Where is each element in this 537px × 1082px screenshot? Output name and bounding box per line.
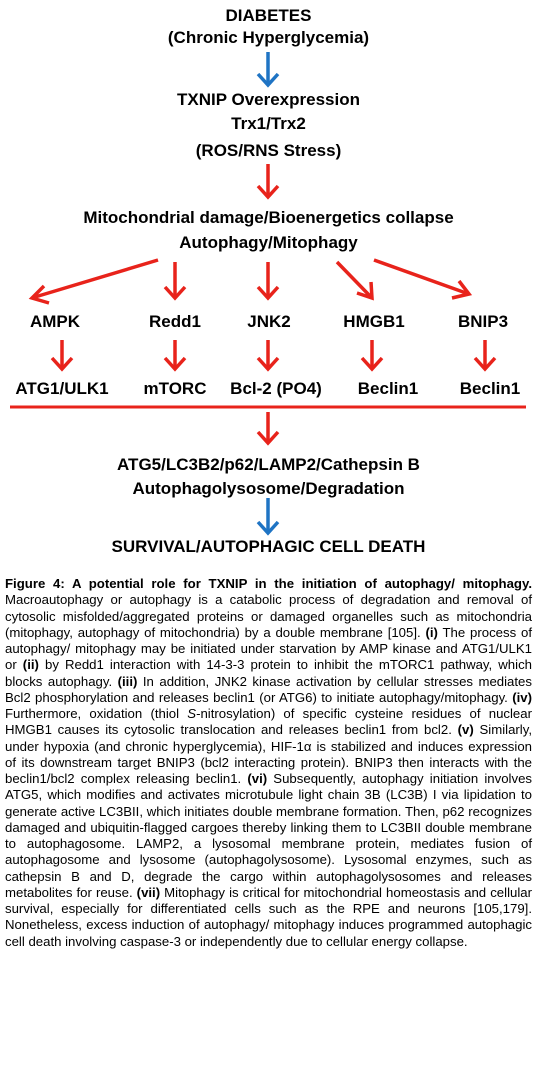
red-arrow-to-hmgb1: [337, 262, 372, 298]
sensor-bnip3: BNIP3: [457, 312, 509, 331]
blue-arrow-diabetes-to-txnip: [258, 52, 278, 85]
caption-title: Figure 4: A potential role for TXNIP in the initiation of autophagy/ mitophagy.: [5, 576, 532, 591]
red-arrow-jnk2-to-bcl2: [258, 340, 278, 369]
atg5-label: ATG5/LC3B2/p62/LAMP2/Cathepsin B: [117, 455, 420, 474]
trx-label: Trx1/Trx2: [231, 114, 306, 133]
caption-label-vi: (vi): [247, 771, 268, 786]
red-arrow-ros-to-mito: [258, 164, 278, 197]
caption-text-5a: Furthermore, oxidation (thiol: [5, 706, 188, 721]
autophagy-label: Autophagy/Mitophagy: [179, 233, 358, 252]
caption-label-iv: (iv): [512, 689, 532, 705]
outcome-label: SURVIVAL/AUTOPHAGIC CELL DEATH: [111, 537, 426, 556]
caption-label-iii: (iii): [117, 673, 138, 689]
caption-label-ii: (ii): [22, 657, 39, 673]
txnip-label: TXNIP Overexpression: [177, 90, 360, 109]
caption-text-5b: S: [187, 706, 197, 721]
red-arrow-ampk-to-atg1: [52, 340, 72, 369]
effector-mtorc: mTORC: [143, 379, 207, 398]
red-arrow-to-jnk2: [258, 262, 278, 298]
hyperglycemia-label: (Chronic Hyperglycemia): [167, 28, 370, 47]
sensor-redd1: Redd1: [149, 312, 201, 331]
sensor-jnk2: JNK2: [247, 312, 291, 331]
effector-beclin1-hmgb1: Beclin1: [357, 379, 419, 398]
sensor-hmgb1: HMGB1: [343, 312, 405, 331]
caption-label-vii: (vii): [136, 884, 161, 900]
mito-damage-label: Mitochondrial damage/Bioenergetics collapse: [83, 208, 454, 227]
diabetes-label: DIABETES: [225, 6, 312, 25]
blue-arrow-to-outcome: [258, 498, 278, 533]
caption-text-8: Mitophagy is critical for mitochondrial homeostasis and cellular survival, especially for differentiated cells such as the RPE and neurons [105,179]. Nonetheless, excess induction of autophagy/ mitophagy induces programmed autophagic cell death involving caspase-3 or independently due to cellular energy collapse.: [5, 884, 532, 949]
red-arrow-hmgb1-to-beclin1: [362, 340, 382, 369]
caption-text-7: Subsequently, autophagy initiation involves ATG5, which modifies and activates microtubule light chain 3B (LC3B) I via lipidation to generate active LC3BII, which initiates double membrane formation. Then, p62 recognizes damaged and ubiquitin-flagged cargoes thereby linking them to LC3BII double membrane to autophagosome. LAMP2, a lysosomal membrane protein, mediates fusion of autophagosome and lysosome (autophagolysosome). Lysosomal enzymes, such as cathepsin B and D, degrade the cargo within autophagolysosomes and releases metabolites for reuse.: [5, 771, 532, 900]
red-arrow-to-ampk: [32, 260, 158, 303]
figure-caption: [5, 576, 532, 950]
caption-text-1: Macroautophagy or autophagy is a catabolic process of degradation and removal of cytosolic misfolded/aggregated proteins or damaged organelles such as mitochondria (mitophagy, autophagy of mitochondria) by a double membrane [105].: [5, 592, 532, 640]
autophagolysosome-label: Autophagolysosome/Degradation: [132, 479, 405, 498]
caption-text-6: Similarly, under hypoxia (and chronic hyperglycemia), HIF-1α is stabilized and induces expression of its downstream target BNIP3 (bcl2 interacting protein). BNIP3 then interacts with the beclin1/bcl2 complex releasing beclin1.: [5, 722, 533, 786]
red-arrow-to-redd1: [165, 262, 185, 298]
caption-text-4: In addition, JNK2 kinase activation by cellular stresses mediates Bcl2 phosphorylation and releases beclin1 (or ATG6) to initiate autophagy/mitophagy.: [5, 673, 532, 705]
caption-text-5c: -nitrosylation) of specific cysteine residues of nuclear HMGB1 causes its cytosolic translocation and releases beclin1 from bcl2.: [5, 706, 532, 738]
caption-text-2: The process of autophagy/ mitophagy may be initiated under starvation by AMP kinase and ATG1/ULK1 or: [5, 624, 532, 673]
red-arrow-to-atg5: [258, 412, 278, 443]
effector-bcl2: Bcl-2 (PO4): [230, 379, 322, 398]
caption-label-v: (v): [457, 722, 474, 738]
sensor-ampk: AMPK: [29, 312, 81, 331]
red-arrow-to-bnip3: [374, 260, 469, 298]
red-arrow-bnip3-to-beclin1: [475, 340, 495, 369]
ros-label: (ROS/RNS Stress): [195, 141, 342, 160]
effector-beclin1-bnip3: Beclin1: [459, 379, 521, 398]
red-arrow-redd1-to-mtorc: [165, 340, 185, 369]
effector-atg1-ulk1: ATG1/ULK1: [15, 379, 109, 398]
caption-label-i: (i): [425, 624, 438, 640]
caption-text-3: by Redd1 interaction with 14-3-3 protein to inhibit the mTORC1 pathway, which blocks autophagy.: [5, 657, 532, 689]
